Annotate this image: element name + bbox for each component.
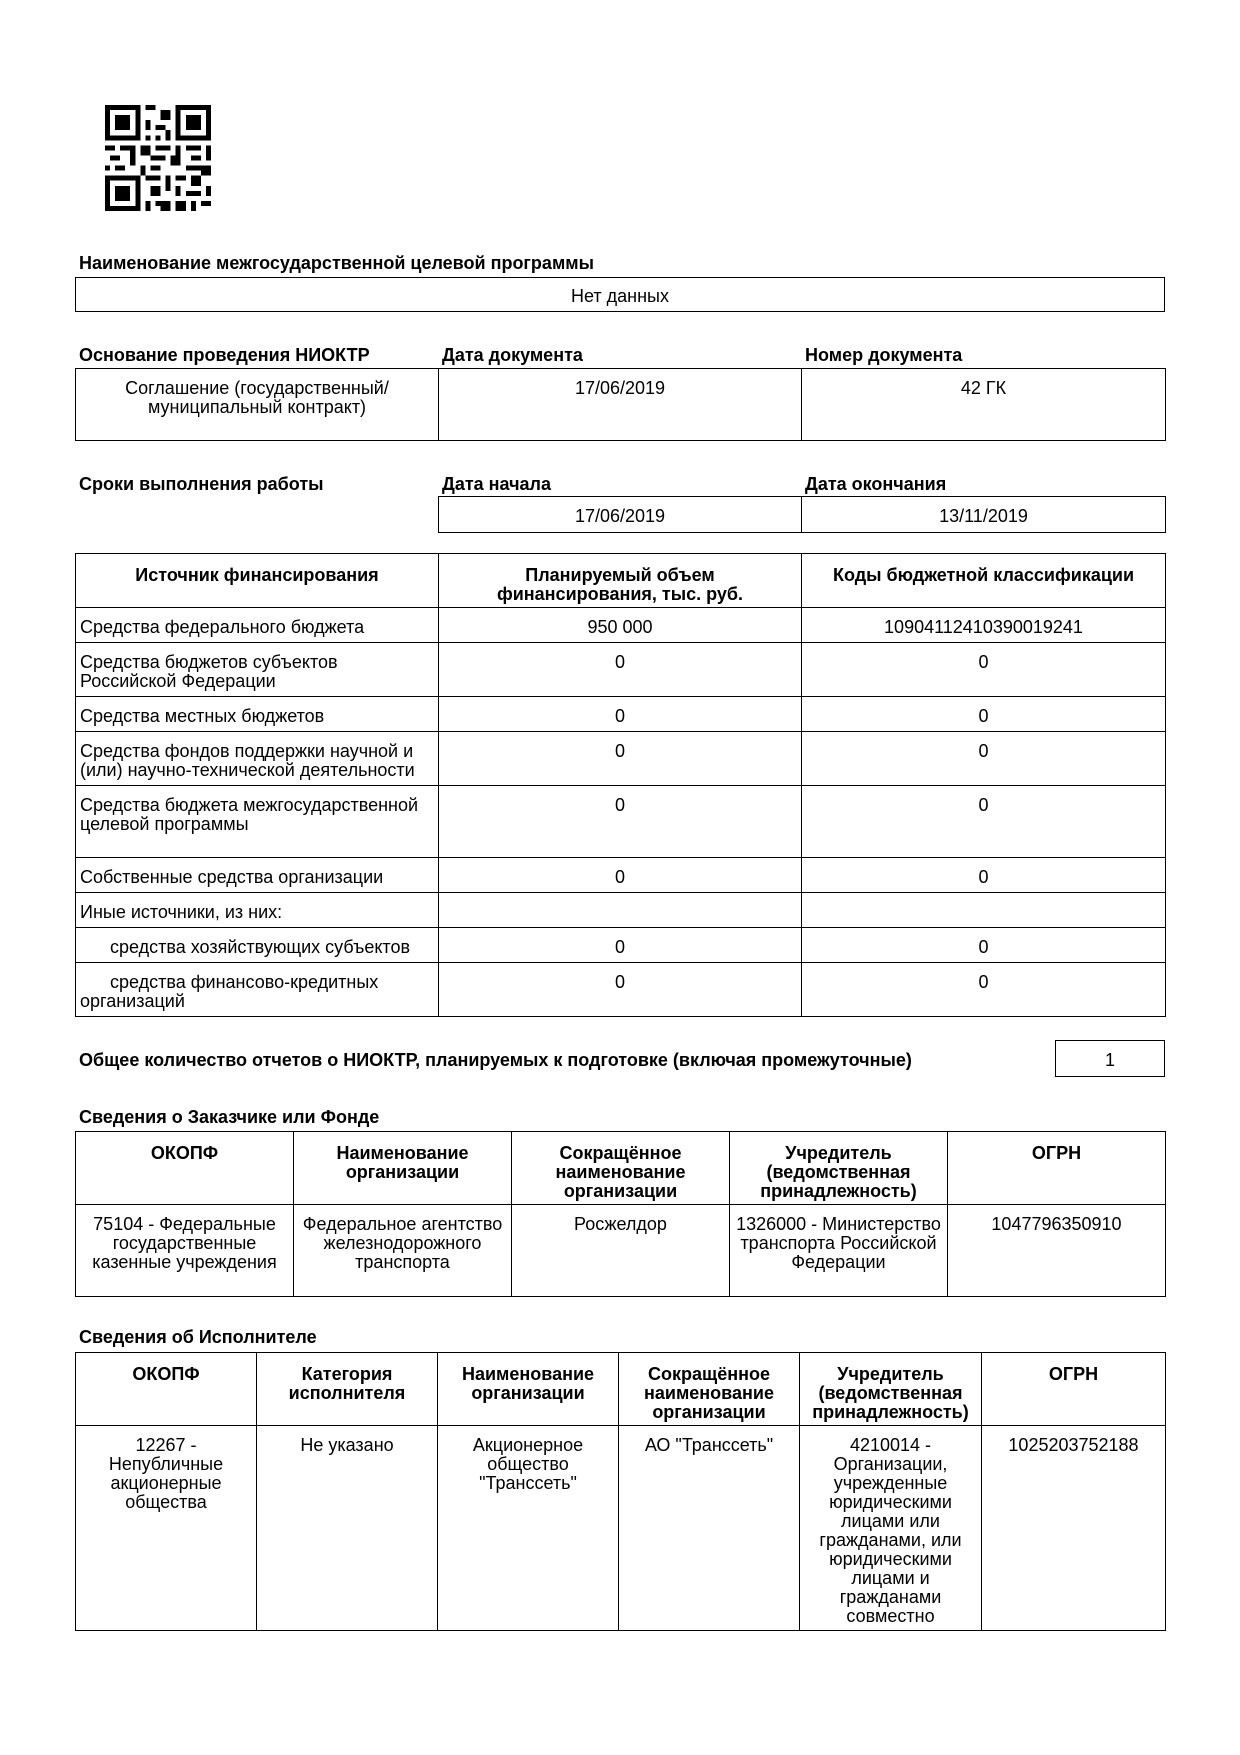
- document-date-heading: Дата документа: [442, 345, 583, 365]
- program-value: Нет данных: [571, 286, 669, 306]
- financing-amount: 0: [439, 928, 802, 963]
- executor-name: Акционерное общество "Транссеть": [438, 1426, 619, 1631]
- table-row: [76, 1426, 1166, 1631]
- customer-header-okopf: ОКОПФ: [76, 1132, 294, 1205]
- executor-header-founder: Учредитель (ведомственная принадлежность): [800, 1353, 982, 1426]
- financing-source: средства финансово-кредитных организаций: [76, 963, 439, 1017]
- end-date-value: 13/11/2019: [802, 497, 1166, 533]
- financing-code: 0: [802, 928, 1166, 963]
- financing-code: 0: [802, 858, 1166, 893]
- customer-heading: Сведения о Заказчике или Фонде: [79, 1107, 380, 1127]
- program-heading: Наименование межгосударственной целевой программы: [79, 253, 594, 273]
- table-row: [76, 786, 1166, 858]
- basis-table: [75, 368, 1166, 441]
- basis-value: Соглашение (государственный/муниципальный контракт): [76, 369, 439, 441]
- financing-source: Средства местных бюджетов: [76, 697, 439, 732]
- customer-short-name: Росжелдор: [512, 1205, 730, 1297]
- executor-founder: 4210014 - Организации, учрежденные юридическими лицами или гражданами, или юридическими лицами и гражданами совместно: [800, 1426, 982, 1631]
- executor-short-name: АО "Транссеть": [619, 1426, 800, 1631]
- financing-amount: 0: [439, 963, 802, 1017]
- customer-header-short-name: Сокращённое наименование организации: [512, 1132, 730, 1205]
- financing-amount: [439, 893, 802, 928]
- executor-table: [75, 1352, 1166, 1631]
- table-row: [76, 1205, 1166, 1297]
- financing-amount: 0: [439, 643, 802, 697]
- customer-header-ogrn: ОГРН: [948, 1132, 1166, 1205]
- customer-header-name: Наименование организации: [294, 1132, 512, 1205]
- financing-header-source: Источник финансирования: [76, 554, 439, 608]
- table-row: [76, 732, 1166, 786]
- executor-header-name: Наименование организации: [438, 1353, 619, 1426]
- executor-okopf: 12267 - Непубличные акционерные общества: [76, 1426, 257, 1631]
- financing-amount: 0: [439, 732, 802, 786]
- customer-okopf: 75104 - Федеральные государственные казенные учреждения: [76, 1205, 294, 1297]
- customer-founder: 1326000 - Министерство транспорта Российской Федерации: [730, 1205, 948, 1297]
- financing-source: Собственные средства организации: [76, 858, 439, 893]
- customer-ogrn: 1047796350910: [948, 1205, 1166, 1297]
- executor-header-ogrn: ОГРН: [982, 1353, 1166, 1426]
- financing-source: Средства бюджета межгосударственной целевой программы: [76, 786, 439, 858]
- basis-heading: Основание проведения НИОКТР: [79, 345, 370, 365]
- customer-header-founder: Учредитель (ведомственная принадлежность): [730, 1132, 948, 1205]
- table-row: [76, 643, 1166, 697]
- end-date-heading: Дата окончания: [805, 474, 947, 494]
- financing-code: 0: [802, 732, 1166, 786]
- financing-table: [75, 553, 1166, 1017]
- financing-source: средства хозяйствующих субъектов: [76, 928, 439, 963]
- table-row: [76, 928, 1166, 963]
- start-date-value: 17/06/2019: [439, 497, 802, 533]
- start-date-heading: Дата начала: [442, 474, 552, 494]
- table-row: [76, 858, 1166, 893]
- financing-code: 0: [802, 963, 1166, 1017]
- executor-header-short-name: Сокращённое наименование организации: [619, 1353, 800, 1426]
- table-row: [76, 697, 1166, 732]
- financing-header-amount: Планируемый объем финансирования, тыс. руб.: [439, 554, 802, 608]
- financing-amount: 0: [439, 697, 802, 732]
- document-date-value: 17/06/2019: [439, 369, 802, 441]
- executor-header-okopf: ОКОПФ: [76, 1353, 257, 1426]
- table-row: [76, 608, 1166, 643]
- document-number-heading: Номер документа: [805, 345, 963, 365]
- table-row: [76, 963, 1166, 1017]
- financing-source: Средства федерального бюджета: [76, 608, 439, 643]
- table-row: [76, 893, 1166, 928]
- financing-code: [802, 893, 1166, 928]
- reports-box: [1055, 1040, 1165, 1077]
- customer-name: Федеральное агентство железнодорожного транспорта: [294, 1205, 512, 1297]
- reports-label: Общее количество отчетов о НИОКТР, планируемых к подготовке (включая промежуточные): [79, 1050, 912, 1070]
- executor-heading: Сведения об Исполнителе: [79, 1327, 317, 1347]
- document-number-value: 42 ГК: [802, 369, 1166, 441]
- financing-header-codes: Коды бюджетной классификации: [802, 554, 1166, 608]
- customer-table: [75, 1131, 1166, 1297]
- executor-category: Не указано: [257, 1426, 438, 1631]
- terms-heading: Сроки выполнения работы: [79, 474, 324, 494]
- reports-value: 1: [1104, 1050, 1115, 1070]
- executor-ogrn: 1025203752188: [982, 1426, 1166, 1631]
- financing-code: 0: [802, 786, 1166, 858]
- financing-amount: 0: [439, 786, 802, 858]
- financing-amount: 0: [439, 858, 802, 893]
- financing-amount: 950 000: [439, 608, 802, 643]
- financing-source: Иные источники, из них:: [76, 893, 439, 928]
- financing-source: Средства бюджетов субъектов Российской Федерации: [76, 643, 439, 697]
- financing-code: 0: [802, 697, 1166, 732]
- terms-table: [438, 496, 1166, 533]
- qr-code-icon: [105, 105, 211, 211]
- financing-code: 0: [802, 643, 1166, 697]
- financing-source: Средства фондов поддержки научной и (или) научно-технической деятельности: [76, 732, 439, 786]
- financing-code: 10904112410390019241: [802, 608, 1166, 643]
- program-box: [75, 277, 1165, 312]
- executor-header-category: Категория исполнителя: [257, 1353, 438, 1426]
